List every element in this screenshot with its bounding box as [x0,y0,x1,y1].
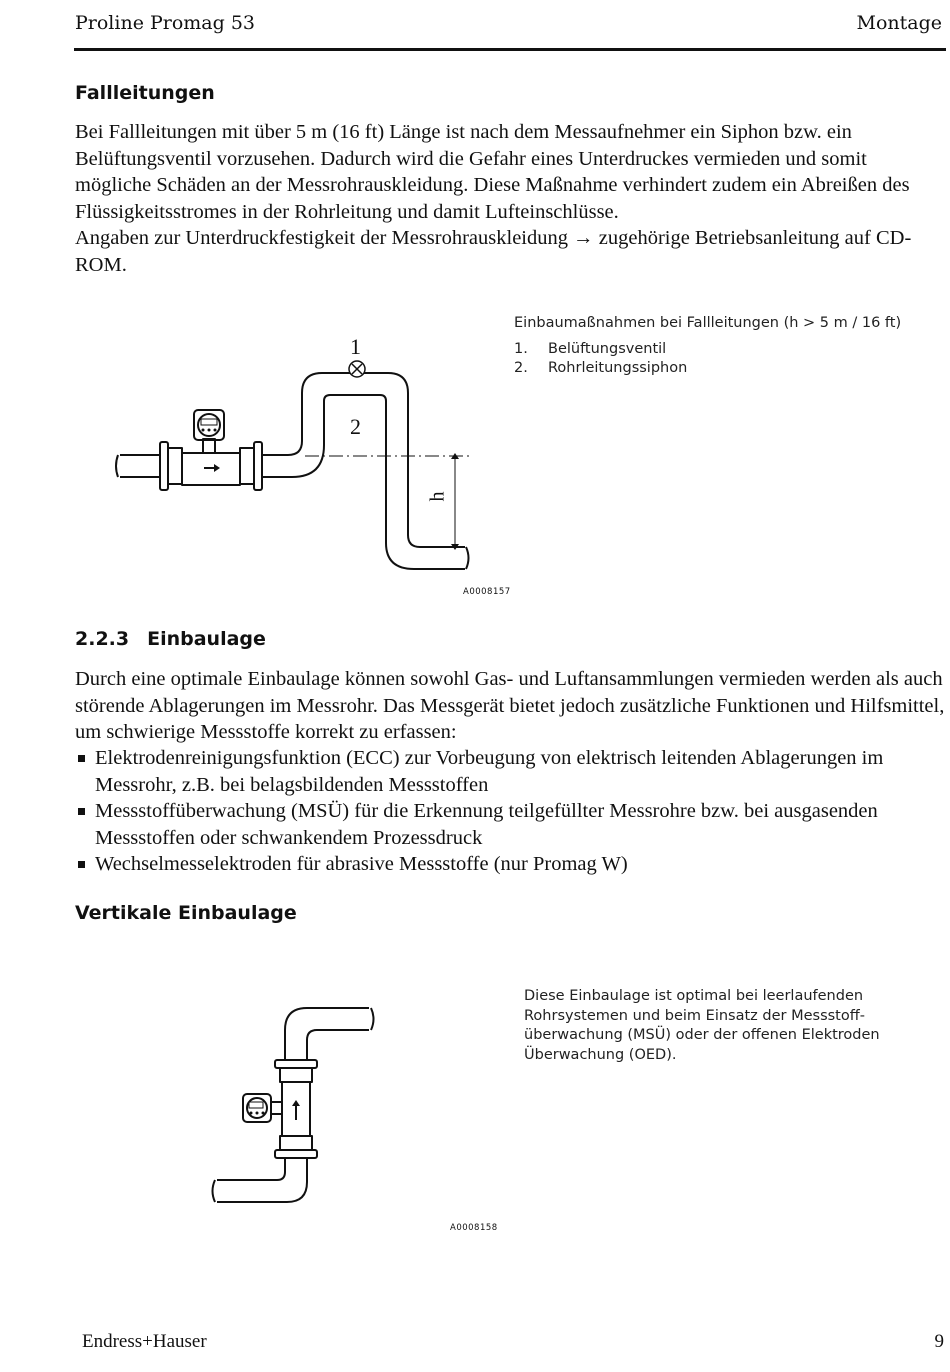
caption-title: Einbaumaßnahmen bei Fallleitungen (h > 5 m / 16 ft) [514,315,902,331]
section-number: 2.2.3 [75,628,130,650]
header-right: Montage [856,12,942,34]
page-number: 9 [934,1331,944,1352]
section-heading-einbaulage [75,628,266,650]
section-heading-vertikale-einbaulage: Vertikale Einbaulage [75,902,297,924]
vertikale-einbaulage-diagram [205,998,385,1213]
legend-item: 1. Belüftungsventil [514,340,667,357]
list-item: Wechselmesselektroden für abrasive Messstoffe (nur Promag W) [75,851,945,878]
section-paragraph: Durch eine optimale Einbaulage können sowohl Gas- und Luftansammlungen vermieden werden als auch störende Ablagerungen im Messrohr. Das Messgerät bietet jedoch zusätzliche Funktionen und Hilfsmittel, um schwierige Messstoffe korrekt zu erfassen: [75,668,945,743]
legend-item: 2. Rohrleitungssiphon [514,360,688,376]
section-heading-fallleitungen: Fallleitungen [75,82,215,104]
section-paragraph: Bei Fallleitungen mit über 5 m (16 ft) Länge ist nach dem Messaufnehmer ein Siphon bzw. ein Belüftungsventil vorzusehen. Dadurch wird die Gefahr eines Unterdruckes vermieden und somit mögliche Schäden an der Messrohrauskleidung. Diese Maßnahme verhindert zudem ein Abreißen des Flüssigkeitsstromes in der Rohrleitung und damit Lufteinschlüsse. [75,121,910,223]
figure-label-2: 2 [350,414,361,439]
figure-caption: Diese Einbaulage ist optimal bei leerlaufenden Rohrsystemen und beim Einsatz der Messstoff-überwachung (MSÜ) oder der offenen Elektroden Überwachung (OED). [524,988,880,1063]
figure-code: A0008157 [463,587,511,597]
figure-code: A0008158 [450,1223,498,1233]
figure-legend [514,340,934,379]
section-paragraph-2: Angaben zur Unterdruckfestigkeit der Messrohrauskleidung → zugehörige Betriebsanleitung auf CD-ROM. [75,227,912,276]
figure-label-h: h [426,491,449,502]
figure-label-1: 1 [350,334,361,359]
header-rule [74,48,946,51]
header-left: Proline Promag 53 [75,12,256,34]
list-item: Elektrodenreinigungsfunktion (ECC) zur Vorbeugung von elektrisch leitenden Ablagerungen im Messrohr, z.B. bei belagsbildenden Messstoffen [75,745,945,798]
footer-left: Endress+Hauser [82,1331,207,1352]
fallleitung-diagram [110,335,480,570]
list-item: Messstoffüberwachung (MSÜ) für die Erkennung teilgefüllter Messrohre bzw. bei ausgasenden Messstoffen oder schwankendem Prozessdruck [75,798,945,851]
section-title: Einbaulage [147,628,266,650]
feature-list [75,745,945,878]
figure-caption [514,314,934,379]
